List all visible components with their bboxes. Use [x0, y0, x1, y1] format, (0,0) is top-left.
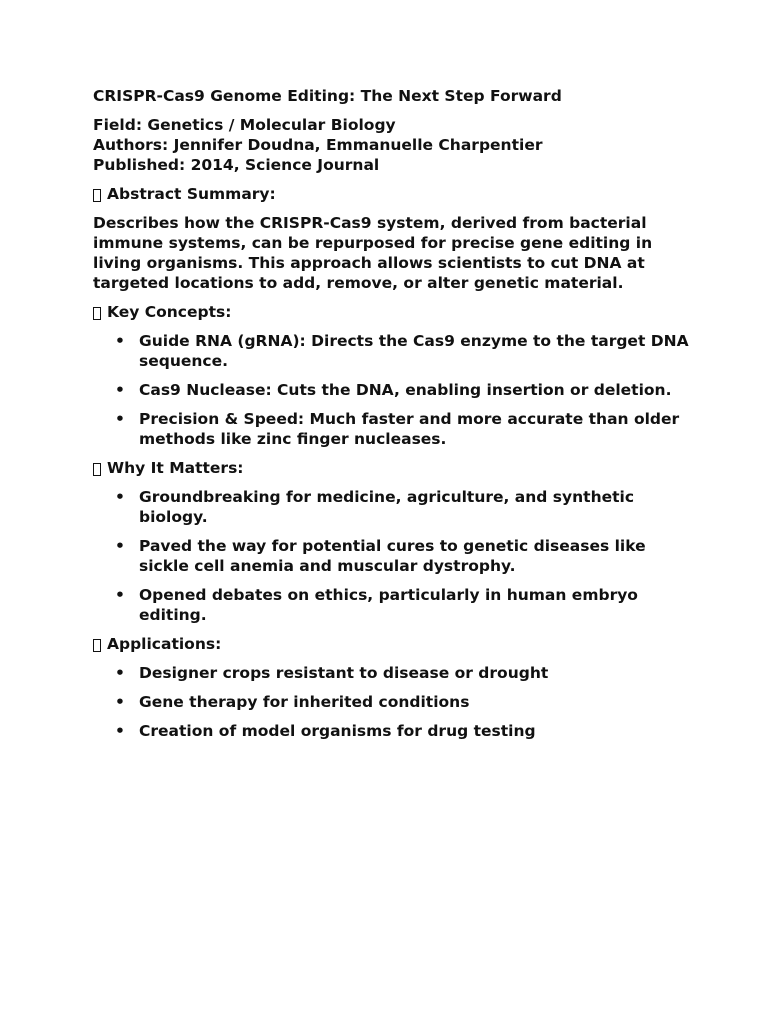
list-item-text: Gene therapy for inherited conditions [139, 693, 470, 711]
list-item [93, 585, 693, 625]
bullet-icon: • [115, 722, 125, 740]
why-it-matters-heading-label: Why It Matters: [107, 459, 244, 477]
bullet-icon: • [115, 537, 125, 555]
bullet-icon: • [115, 664, 125, 682]
list-item-text: Designer crops resistant to disease or drought [139, 664, 549, 682]
abstract-heading-label: Abstract Summary: [107, 185, 276, 203]
list-item [93, 409, 693, 449]
list-item-text: Guide RNA (gRNA): Directs the Cas9 enzyme to the target DNA sequence. [139, 332, 689, 370]
bullet-icon: • [115, 693, 125, 711]
list-item [93, 487, 693, 527]
key-concepts-heading [93, 302, 693, 322]
published-line: Published: 2014, Science Journal [93, 156, 380, 174]
list-item-text: Creation of model organisms for drug testing [139, 722, 536, 740]
bullet-icon: • [115, 381, 125, 399]
bullet-icon: • [115, 586, 125, 604]
missing-glyph-icon [93, 639, 101, 652]
applications-heading-label: Applications: [107, 635, 222, 653]
why-it-matters-list [93, 487, 693, 625]
metadata-block [93, 115, 693, 175]
list-item [93, 536, 693, 576]
list-item-text: Groundbreaking for medicine, agriculture, and synthetic biology. [139, 488, 635, 526]
list-item [93, 380, 693, 400]
list-item-text: Opened debates on ethics, particularly in human embryo editing. [139, 586, 638, 624]
key-concepts-heading-label: Key Concepts: [107, 303, 232, 321]
list-item [93, 331, 693, 371]
list-item-text: Precision & Speed: Much faster and more accurate than older methods like zinc finger nucleases. [139, 410, 680, 448]
document-page [93, 86, 693, 750]
abstract-heading [93, 184, 693, 204]
list-item [93, 721, 693, 741]
bullet-icon: • [115, 488, 125, 506]
list-item [93, 692, 693, 712]
bullet-icon: • [115, 332, 125, 350]
missing-glyph-icon [93, 307, 101, 320]
list-item [93, 663, 693, 683]
document-title: CRISPR-Cas9 Genome Editing: The Next Step Forward [93, 87, 562, 105]
list-item-text: Paved the way for potential cures to genetic diseases like sickle cell anemia and muscular dystrophy. [139, 537, 646, 575]
authors-line: Authors: Jennifer Doudna, Emmanuelle Charpentier [93, 136, 543, 154]
missing-glyph-icon [93, 189, 101, 202]
applications-heading [93, 634, 693, 654]
abstract-text: Describes how the CRISPR-Cas9 system, derived from bacterial immune systems, can be repurposed for precise gene editing in living organisms. This approach allows scientists to cut DNA at targeted locations to add, remove, or alter genetic material. [93, 214, 653, 292]
missing-glyph-icon [93, 463, 101, 476]
applications-list [93, 663, 693, 741]
field-line: Field: Genetics / Molecular Biology [93, 116, 396, 134]
why-it-matters-heading [93, 458, 693, 478]
key-concepts-list [93, 331, 693, 449]
bullet-icon: • [115, 410, 125, 428]
list-item-text: Cas9 Nuclease: Cuts the DNA, enabling insertion or deletion. [139, 381, 672, 399]
